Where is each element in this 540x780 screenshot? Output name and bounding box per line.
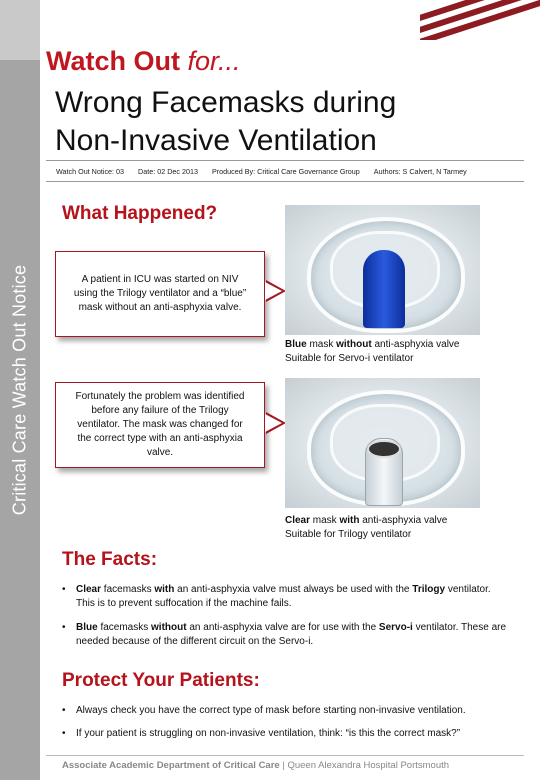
clear-mask-caption xyxy=(285,514,447,542)
footer xyxy=(62,760,449,771)
fact-text: facemasks xyxy=(97,622,152,633)
caption-emphasis: without xyxy=(336,339,372,350)
watch-out-text: Watch Out xyxy=(46,46,180,76)
title-line-2: Non-Invasive Ventilation xyxy=(55,124,377,157)
watch-out-for: for... xyxy=(187,46,241,76)
fact-emphasis: without xyxy=(151,622,187,633)
fact-emphasis: with xyxy=(154,584,175,595)
caption-line2: Suitable for Trilogy ventilator xyxy=(285,529,412,540)
sidebar xyxy=(0,0,40,780)
caption-text: mask xyxy=(306,339,337,350)
fact-text: ventilator. This is to prevent suffocation if the machine fails. xyxy=(76,584,491,609)
footer-dept: Associate Academic Department of Critical Care xyxy=(62,760,280,771)
protect-item: • If your patient is struggling on non-invasive ventilation, think: “is this the correct mask?” xyxy=(62,727,512,741)
protect-heading: Protect Your Patients: xyxy=(62,670,260,691)
what-happened-heading: What Happened? xyxy=(62,203,218,224)
callout-what-happened: A patient in ICU was started on NIV using the Trilogy ventilator and a “blue” mask without an anti-asphyxia valve. xyxy=(55,251,265,337)
caption-emphasis: Blue xyxy=(285,339,307,350)
callout-arrow xyxy=(266,280,286,302)
produced-by: Produced By: Critical Care Governance Group xyxy=(211,166,360,176)
callout-arrow xyxy=(266,412,286,434)
blue-mask-caption xyxy=(285,338,460,366)
caption-text: anti-asphyxia valve xyxy=(371,339,460,350)
caption-emphasis: Clear xyxy=(285,515,311,526)
caption-text: anti-asphyxia valve xyxy=(359,515,448,526)
caption-line2: Suitable for Servo-i ventilator xyxy=(285,353,414,364)
fact-item xyxy=(62,621,512,649)
footer-hospital: Queen Alexandra Hospital Portsmouth xyxy=(287,760,450,771)
sidebar-title: Critical Care Watch Out Notice xyxy=(9,264,30,516)
authors: Authors: S Calvert, N Tarmey xyxy=(373,166,467,176)
fact-item xyxy=(62,583,512,611)
corner-decoration xyxy=(420,0,540,40)
page-title xyxy=(55,84,525,160)
protect-list xyxy=(62,704,512,747)
caption-text: mask xyxy=(310,515,340,526)
footer-separator: | xyxy=(279,760,288,771)
sidebar-stripe xyxy=(0,0,40,60)
fact-emphasis: Blue xyxy=(76,622,98,633)
notice-number: Watch Out Notice: 03 xyxy=(56,166,125,176)
blue-elbow xyxy=(363,250,405,328)
caption-emphasis: with xyxy=(339,515,360,526)
meta-bar xyxy=(46,160,524,182)
fact-emphasis: Clear xyxy=(76,584,102,595)
protect-item: • Always check you have the correct type of mask before starting non-invasive ventilation. xyxy=(62,704,512,718)
watch-out-heading xyxy=(46,46,241,77)
fact-emphasis: Trilogy xyxy=(412,584,446,595)
clear-mask-photo xyxy=(285,378,480,508)
facts-heading: The Facts: xyxy=(62,549,158,570)
fact-emphasis: Servo-i xyxy=(378,622,413,633)
notice-date: Date: 02 Dec 2013 xyxy=(138,166,198,176)
title-line-1: Wrong Facemasks during xyxy=(55,86,397,119)
fact-text: an anti-asphyxia valve must always be used with the xyxy=(174,584,413,595)
fact-text: an anti-asphyxia valve are for use with the xyxy=(186,622,379,633)
footer-divider xyxy=(46,755,524,756)
anti-asphyxia-valve xyxy=(367,440,401,458)
blue-mask-photo xyxy=(285,205,480,335)
callout-resolution: Fortunately the problem was identified before any failure of the Trilogy ventilator. The mask was changed for the correct type with an anti-asphyxia valve. xyxy=(55,382,265,468)
fact-text: ventilator. These are needed because of the different circuit on the Servo-i. xyxy=(76,622,507,647)
fact-text: facemasks xyxy=(101,584,155,595)
facts-list xyxy=(62,583,512,655)
